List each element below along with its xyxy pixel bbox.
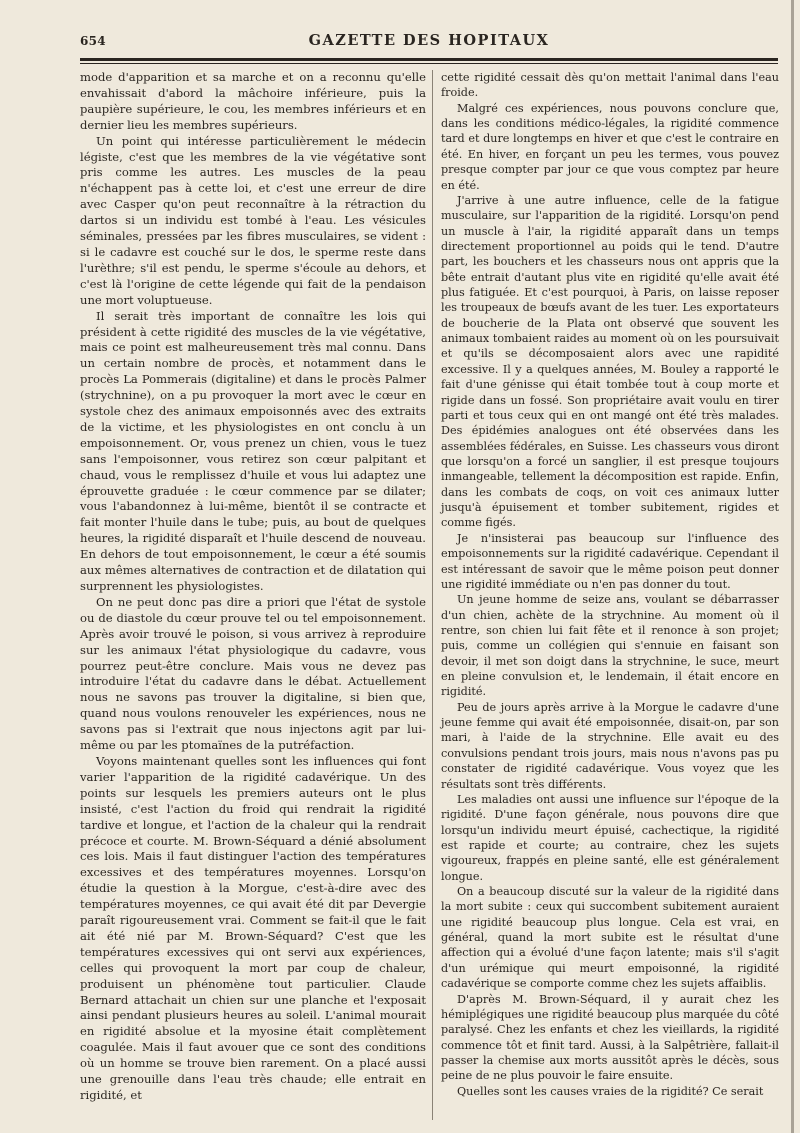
paragraph: D'après M. Brown-Séquard, il y aurait chez les hémiplégiques une rigidité beaucoup plus marquée du côté paralysé. Chez les enfants et chez les vieillards, la rigidité commence tôt et finit tard. Aussi, à la Salpêtrière, fallait-il passer la chemise aux morts aussitôt après le décès, sous peine de ne plus pouvoir le faire ensuite. — [441, 992, 779, 1083]
paragraph: Quelles sont les causes vraies de la rigidité? Ce serait — [457, 1084, 764, 1098]
paragraph: On a beaucoup discuté sur la valeur de la rigidité dans la mort subite : ceux qui succombent subitement auraient une rigidité beaucoup plus longue. Cela est vrai, en général, quand la mort subite est le résultat d'une affection qui a évolué d'une façon latente; mais s'il s'agit d'un urémique qui meurt empoisonné, la rigidité cadavérique se comporte comme chez les sujets affaiblis. — [441, 885, 779, 991]
page-number: 654 — [80, 34, 106, 48]
paragraph: cette rigidité cessait dès qu'on mettait l'animal dans l'eau froide. — [441, 71, 779, 100]
paragraph: Il serait très important de connaître les lois qui président à cette rigidité des muscles de la vie végétative, mais ce point est malheureusement très mal connu. Dans un certain nombre de procès, et notamment dans le procès La Pommerais (digitaline) et dans le procès Palmer (strychnine), on a pu provoquer la mort avec le cœur en systole chez des animaux empoisonnés avec des extraits de la victime, et les physiologistes en ont conclu à un empoisonnement. Or, vous prenez un chien, vous le tuez sans l'empoisonner, vous retirez son cœur palpitant et chaud, vous le remplissez d'huile et vous lui adaptez une éprouvette graduée : le cœur commence par se dilater; vous l'abandonnez à lui-même, bientôt il se contracte et fait monter l'huile dans le tube; puis, au bout de quelques heures, la rigidité disparaît et l'huile descend de nouveau. En dehors de tout empoisonnement, le cœur a été soumis aux mêmes alternatives de contraction et de dilatation qui surprennent les physiologistes. — [80, 308, 426, 593]
header-rule-thick — [80, 58, 778, 61]
paragraph: Un point qui intéresse particulièrement le médecin légiste, c'est que les membres de la vie végétative sont pris comme les autres. Les muscles de la peau n'échappent pas à cette loi, et c'est une erreur de dire avec Casper qu'on peut reconnaître à la rétraction du dartos si un individu est tombé à l'eau. Les vésicules séminales, pressées par les fibres musculaires, se vident : si le cadavre est couché sur le dos, le sperme reste dans l'urèthre; s'il est pendu, le sperme s'écoule au dehors, et c'est là l'origine de cette légende qui fait de la pendaison une mort voluptueuse. — [80, 133, 426, 307]
paragraph: Voyons maintenant quelles sont les influences qui font varier l'apparition de la rigidité cadavérique. Un des points sur lesquels les premiers auteurs ont le plus insisté, c'est l'action du froid qui rendrait la rigidité tardive et longue, et l'action de la chaleur qui la rendrait précoce et courte. M. Brown-Séquard a dénié absolument ces lois. Mais il faut distinguer l'action des températures excessives et des températures moyennes. Lorsqu'on étudie la question à la Morgue, c'est-à-dire avec des températures moyennes, ce qui avait été dit par Devergie paraît rigoureusement vrai. Comment se fait-il que le fait ait été nié par M. Brown-Séquard? C'est que les températures excessives qui ont servi aux expériences, celles qui provoquent la mort par coup de chaleur, produisent un phénomène tout particulier. Claude Bernard attachait un chien sur une planche et l'exposait ainsi pendant plusieurs heures au soleil. L'animal mourait en rigidité absolue et la myosine était complètement coagulée. Mais il faut avouer que ce sont des conditions où un homme se trouve bien rarement. On a placé aussi une grenouille dans l'eau très chaude; elle entrait en rigidité, et — [80, 753, 426, 1102]
paragraph: Les maladies ont aussi une influence sur l'époque de la rigidité. D'une façon générale, nous pouvons dire que lorsqu'un individu meurt épuisé, cachectique, la rigidité est rapide et courte; au contraire, chez les sujets vigoureux, frappés en pleine santé, elle est généralement longue. — [441, 792, 779, 883]
paragraph: mode d'apparition et sa marche et on a reconnu qu'elle envahissait d'abord la mâchoire inférieure, puis la paupière supérieure, le cou, les membres inférieurs et en dernier lieu les membres supérieurs. — [80, 70, 426, 132]
page-edge — [791, 0, 794, 1133]
journal-title: GAZETTE DES HOPITAUX — [308, 32, 550, 49]
left-column — [80, 70, 426, 1104]
paragraph: Malgré ces expériences, nous pouvons conclure que, dans les conditions médico-légales, la rigidité commence tard et dure longtemps en hiver et que c'est le contraire en été. En hiver, en forçant un peu les termes, vous pouvez presque compter par jour ce que vous comptez par heure en été. — [441, 101, 779, 192]
paragraph: Peu de jours après arrive à la Morgue le cadavre d'une jeune femme qui avait été empoisonnée, disait-on, par son mari, à l'aide de la strychnine. Elle avait eu des convulsions pendant trois jours, mais nous n'avons pas pu constater de rigidité cadavérique. Vous voyez que les résultats sont très différents. — [441, 700, 779, 791]
paragraph: On ne peut donc pas dire a priori que l'état de systole ou de diastole du cœur prouve tel ou tel empoisonnement. Après avoir trouvé le poison, si vous arrivez à reproduire sur les animaux l'état physiologique du cadavre, vous pourrez peut-être conclure. Mais vous ne devez pas introduire l'état du cadavre dans le débat. Actuellement nous ne savons pas trouver la digitaline, si bien que, quand nous voulons renouveler les expériences, nous ne savons pas si l'extrait que nous injectons agit par lui-même ou par les ptomaïnes de la putréfaction. — [80, 594, 426, 753]
paragraph: Un jeune homme de seize ans, voulant se débarrasser d'un chien, achète de la strychnine. Au moment où il rentre, son chien lui fait fête et il renonce à son projet; puis, comme un collégien qui s'ennuie en faisant son devoir, il met son doigt dans la strychnine, le suce, meurt en pleine convulsion et, le lendemain, il était encore en rigidité. — [441, 593, 779, 699]
page-header — [80, 28, 778, 58]
paragraph: Je n'insisterai pas beaucoup sur l'influence des empoisonnements sur la rigidité cadavérique. Cependant il est intéressant de savoir que le même poison peut donner une rigidité immédiate ou n'en pas donner du tout. — [441, 531, 779, 591]
header-rule-thin — [80, 63, 778, 64]
right-column — [441, 70, 779, 1099]
column-divider — [432, 70, 433, 1120]
paragraph: J'arrive à une autre influence, celle de la fatigue musculaire, sur l'apparition de la rigidité. Lorsqu'on pend un muscle à l'air, la rigidité apparaît dans un temps directement proportionnel au poids qui le tend. D'autre part, les bouchers et les chasseurs nous ont appris que la bête entrait d'autant plus vite en rigidité qu'elle avait été plus fatiguée. Et c'est pourquoi, à Paris, on laisse reposer les troupeaux de bœufs avant de les tuer. Les exportateurs de boucherie de la Plata ont observé que souvent les animaux tombaient raides au moment où on les poursuivait et qu'ils se décomposaient alors avec une rapidité excessive. Il y a quelques années, M. Bouley a rapporté le fait d'une génisse qui était tombée tout à coup morte et rigide dans un fossé. Son propriétaire avait voulu en tirer parti et tous ceux qui en ont mangé ont été très malades. Des épidémies analogues ont été observées dans les assemblées fédérales, en Suisse. Les chasseurs vous diront que lorsqu'on a forcé un sanglier, il est presque toujours inmangeable, tellement la décomposition est rapide. Enfin, dans les combats de coqs, on voit ces animaux lutter jusqu'à épuisement et tomber subitement, rigides et comme figés. — [441, 193, 779, 530]
